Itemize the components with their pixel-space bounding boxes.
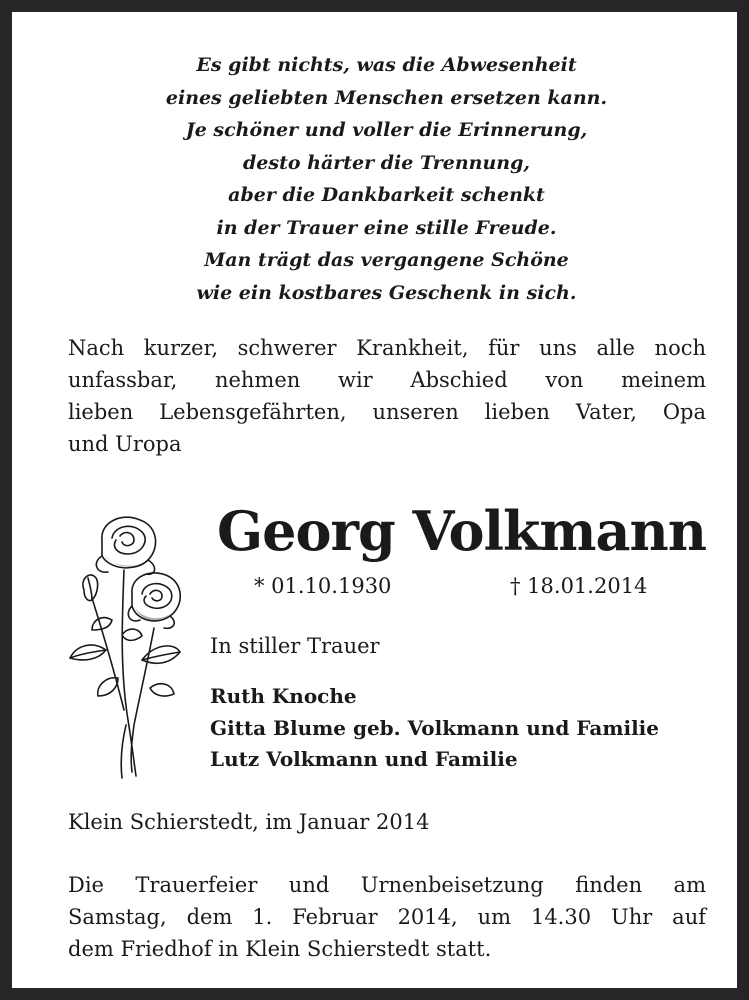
poem-line: Es gibt nichts, was die Abwesenheit bbox=[196, 54, 577, 76]
mourner: Lutz Volkmann und Familie bbox=[210, 747, 518, 771]
funeral-line: Samstag, dem 1. Februar 2014, um 14.30 Uhr auf bbox=[68, 905, 706, 929]
intro-line: und Uropa bbox=[68, 432, 182, 456]
mourner: Ruth Knoche bbox=[210, 684, 357, 708]
place-date: Klein Schierstedt, im Januar 2014 bbox=[68, 810, 430, 834]
intro-line: lieben Lebensgefährten, unseren lieben Vater, Opa bbox=[68, 400, 706, 424]
funeral-info bbox=[68, 869, 706, 965]
poem-line: wie ein kostbares Geschenk in sich. bbox=[196, 281, 577, 304]
intro-paragraph bbox=[68, 332, 706, 460]
birth-date: * 01.10.1930 bbox=[254, 574, 392, 598]
funeral-line: dem Friedhof in Klein Schierstedt statt. bbox=[68, 937, 492, 961]
deceased-name: Georg Volkmann bbox=[217, 499, 707, 563]
death-date: † 18.01.2014 bbox=[510, 574, 648, 598]
mourning-heading: In stiller Trauer bbox=[210, 634, 380, 658]
memorial-poem bbox=[32, 49, 741, 309]
rose-illustration bbox=[62, 510, 192, 782]
funeral-line: Die Trauerfeier und Urnenbeisetzung finden am bbox=[68, 873, 706, 897]
poem-line: in der Trauer eine stille Freude. bbox=[216, 216, 557, 239]
poem-line: desto härter die Trennung, bbox=[243, 151, 530, 174]
intro-line: Nach kurzer, schwerer Krankheit, für uns alle noch bbox=[68, 336, 706, 360]
mourner: Gitta Blume geb. Volkmann und Familie bbox=[210, 715, 660, 740]
poem-line: Je schöner und voller die Erinnerung, bbox=[185, 119, 588, 141]
poem-line: eines geliebten Menschen ersetzen kann. bbox=[165, 86, 608, 109]
poem-line: Man trägt das vergangene Schöne bbox=[204, 249, 569, 271]
intro-line: unfassbar, nehmen wir Abschied von meinem bbox=[68, 368, 706, 392]
poem-line: aber die Dankbarkeit schenkt bbox=[228, 184, 545, 206]
mourners-list bbox=[210, 681, 659, 776]
